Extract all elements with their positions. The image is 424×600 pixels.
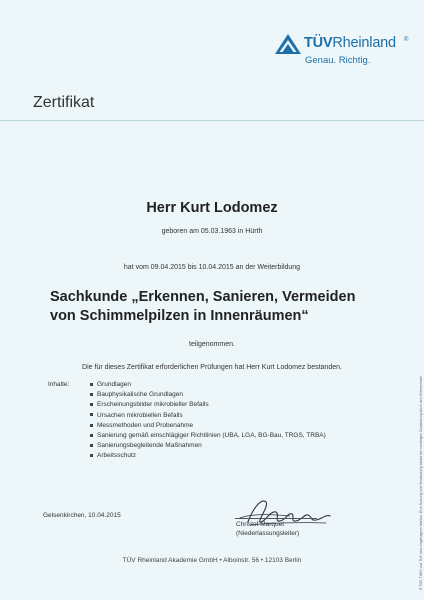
signer-role: (Niederlassungsleiter) (236, 530, 300, 537)
list-item: Grundlagen (90, 380, 326, 390)
list-item: Sanierungsbegleitende Maßnahmen (90, 441, 326, 451)
registered-mark: ® (404, 37, 409, 43)
logo-brand-text: TÜVRheinland (304, 35, 396, 51)
bullet-icon (90, 413, 93, 416)
tuv-triangle-logo-icon (275, 33, 302, 55)
list-item: Messmethoden und Probenahme (90, 421, 326, 431)
place-date: Gelsenkirchen, 10.04.2015 (43, 512, 121, 519)
contents-list (90, 380, 326, 462)
list-item: Arbeitsschutz (90, 451, 326, 461)
exam-line: Die für dieses Zertifikat erforderlichen Prüfungen hat Herr Kurt Lodomez bestanden. (82, 364, 342, 371)
side-legal-note (412, 320, 422, 590)
list-item: Erscheinungsbilder mikrobieller Befalls (90, 400, 326, 410)
certificate-title: Zertifikat (33, 94, 95, 111)
list-item: Sanierung gemäß einschlägiger Richtlinien (UBA, LGA, BG-Bau, TRGS, TRBA) (90, 431, 326, 441)
participated-line: teilgenommen. (189, 341, 235, 348)
bullet-icon (90, 393, 93, 396)
bullet-icon (90, 424, 93, 427)
bullet-icon (90, 383, 93, 386)
tuv-rheinland-logo (275, 27, 415, 75)
title-divider (0, 120, 424, 121)
logo-slogan: Genau. Richtig. (305, 55, 371, 66)
list-item: Ursachen mikrobiellen Befalls (90, 411, 326, 421)
bullet-icon (90, 434, 93, 437)
list-item: Bauphysikalische Grundlagen (90, 390, 326, 400)
footer-address: TÜV Rheinland Akademie GmbH • Alboinstr. 56 • 12103 Berlin (122, 557, 302, 564)
bullet-icon (90, 454, 93, 457)
signature-line (235, 518, 317, 519)
birth-line: geboren am 05.03.1963 in Hürth (161, 228, 263, 235)
side-note-text: ® TÜV, TUEV und TUV sind eingetragene Marken. Eine Nutzung und Verwendung bedarf der vorherigen Zustimmung durch den Unternehmen. (419, 374, 423, 590)
bullet-icon (90, 403, 93, 406)
period-line: hat vom 09.04.2015 bis 10.04.2015 an der Weiterbildung (123, 264, 301, 271)
course-title-line-1: Sachkunde „Erkennen, Sanieren, Vermeiden (50, 289, 356, 305)
contents-label: Inhalte: (48, 381, 70, 388)
course-title (50, 288, 410, 326)
bullet-icon (90, 444, 93, 447)
course-title-line-2: von Schimmelpilzen in Innenräumen“ (50, 308, 309, 324)
signer-name: Christof Marquet (236, 521, 285, 528)
holder-name: Herr Kurt Lodomez (146, 200, 278, 216)
